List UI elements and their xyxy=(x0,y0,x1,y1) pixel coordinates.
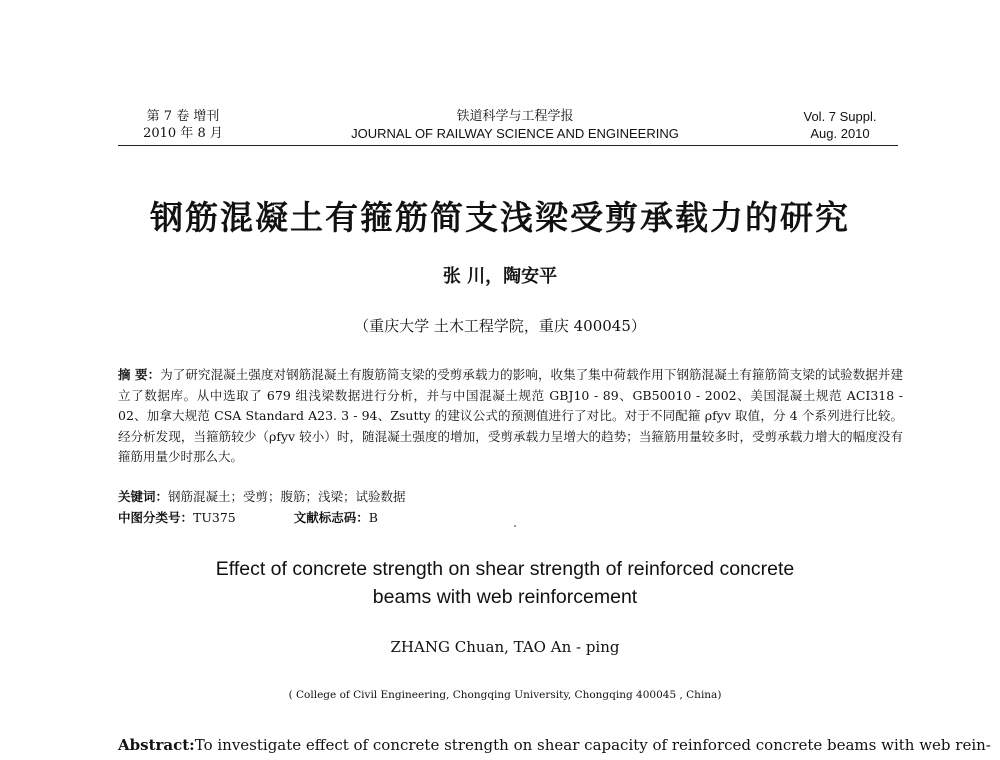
classification-row xyxy=(118,508,378,526)
affiliation-en: ( College of Civil Engineering, Chongqing University, Chongqing 400045 , China) xyxy=(288,689,722,701)
volume-line-en: Vol. 7 Suppl. xyxy=(803,109,877,124)
authors-cn: 张 川，陶安平 xyxy=(442,266,558,287)
journal-name xyxy=(300,108,730,142)
authors-en: ZHANG Chuan, TAO An - ping xyxy=(390,638,620,656)
volume-issue xyxy=(118,108,248,142)
affiliation-cn: （重庆大学 土木工程学院，重庆 400045） xyxy=(354,317,646,335)
volume-line: 第 7 卷 增刊 xyxy=(146,109,220,124)
abstract-en xyxy=(118,736,991,754)
abstract-text-en: To investigate effect of concrete strength on shear capacity of reinforced concrete beams with web rein- xyxy=(194,736,991,754)
paper-title-cn: 钢筋混凝土有箍筋简支浅梁受剪承载力的研究 xyxy=(150,198,850,237)
date-line: 2010 年 8 月 xyxy=(143,126,223,141)
keywords-text-cn: 钢筋混凝土；受剪；腹筋；浅梁；试验数据 xyxy=(168,489,406,504)
keywords-cn xyxy=(118,487,406,505)
journal-name-cn: 铁道科学与工程学报 xyxy=(456,109,574,124)
date-line-en: Aug. 2010 xyxy=(810,126,870,141)
doc-code-label-cn: 文献标志码： xyxy=(293,510,369,525)
abstract-cn xyxy=(118,365,903,468)
paper-title-en-line2: beams with web reinforcement xyxy=(372,586,638,608)
journal-name-en: JOURNAL OF RAILWAY SCIENCE AND ENGINEERING xyxy=(351,126,679,141)
paper-title-en-line1: Effect of concrete strength on shear strength of reinforced concrete xyxy=(215,558,795,580)
abstract-label-en: Abstract: xyxy=(118,736,195,754)
volume-issue-en xyxy=(770,108,910,142)
class-label-cn: 中图分类号： xyxy=(118,510,194,525)
doc-code: B xyxy=(368,510,378,525)
scan-dot xyxy=(514,525,516,527)
class-number: TU375 xyxy=(193,510,236,525)
paper-title-en xyxy=(0,555,1000,611)
abstract-text-cn: 为了研究混凝土强度对钢筋混凝土有腹筋简支梁的受剪承载力的影响，收集了集中荷载作用下钢筋混凝土有箍筋简支梁的试验数据并建立了数据库。从中选取了 679 组浅梁数据进行分析，并与中国混凝土规范 GBJ10 - 89、GB50010 - 2002、美国混凝土规范 ACI318 - 02、加拿大规范 CSA Standard A23. 3 - 94、Zsutty 的建议公式的预测值进行了对比。对于不同配箍 ρfyv 取值，分 4 个系列进行比较。经分析发现，当箍筋较少（ρfyv 较小）时，随混凝土强度的增加，受剪承载力呈增大的趋势；当箍筋用量较多时，受剪承载力增大的幅度没有箍筋用量少时那么大。 xyxy=(118,367,903,464)
header-rule xyxy=(118,145,898,146)
abstract-label-cn: 摘 要： xyxy=(118,367,161,382)
keywords-label-cn: 关键词： xyxy=(118,489,169,504)
